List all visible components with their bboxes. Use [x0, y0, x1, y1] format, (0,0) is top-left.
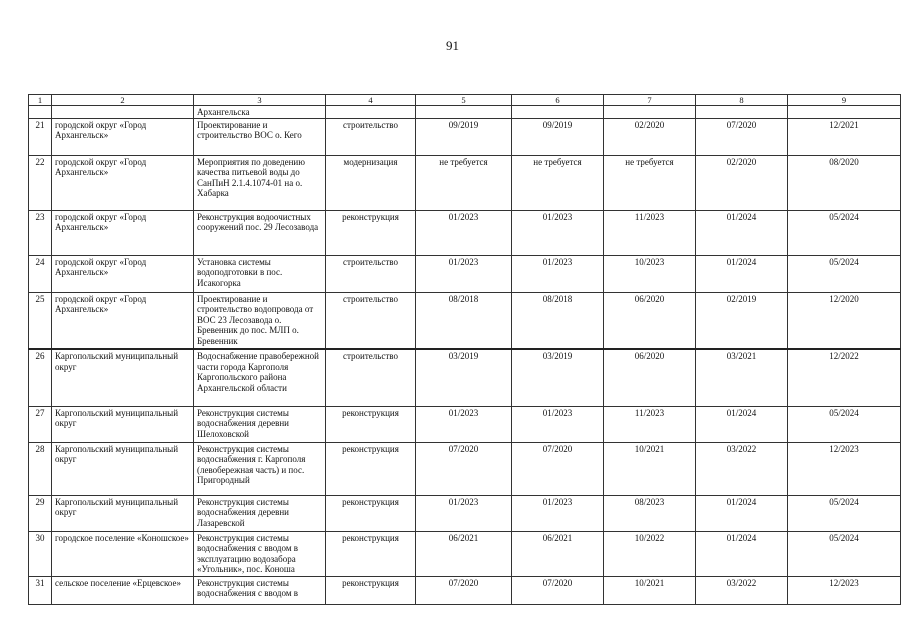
territory-cell: городское поселение «Коношское»: [52, 531, 194, 576]
date-col-6: 07/2020: [512, 442, 604, 495]
type-cell: реконструкция: [326, 495, 416, 531]
territory-cell: Каргопольский муниципальный округ: [52, 349, 194, 406]
type-cell: строительство: [326, 255, 416, 292]
type-cell: строительство: [326, 349, 416, 406]
date-col-7: 08/2023: [604, 495, 696, 531]
date-col-8: 01/2024: [696, 495, 788, 531]
date-col-8: 01/2024: [696, 531, 788, 576]
date-col-5: 09/2019: [416, 118, 512, 155]
date-col-6: не требуется: [512, 155, 604, 210]
type-cell: строительство: [326, 292, 416, 349]
column-number: 7: [604, 95, 696, 106]
table-row: [29, 349, 901, 406]
date-col-6: 01/2023: [512, 495, 604, 531]
table-row: [29, 255, 901, 292]
date-col-7: 10/2021: [604, 576, 696, 604]
date-col-7: 10/2022: [604, 531, 696, 576]
territory-cell: городской округ «Город Архангельск»: [52, 118, 194, 155]
date-col-5: 07/2020: [416, 576, 512, 604]
territory-cell: Каргопольский муниципальный округ: [52, 442, 194, 495]
continuation-text: Архангельска: [194, 106, 326, 119]
measure-cell: Установка системы водоподготовки в пос. Исакогорка: [194, 255, 326, 292]
table-row: [29, 531, 901, 576]
table-row: [29, 292, 901, 349]
date-col-8: 01/2024: [696, 210, 788, 255]
territory-cell: городской округ «Город Архангельск»: [52, 292, 194, 349]
date-col-7: не требуется: [604, 155, 696, 210]
date-col-5: 07/2020: [416, 442, 512, 495]
territory-cell: Каргопольский муниципальный округ: [52, 406, 194, 442]
date-col-7: 11/2023: [604, 210, 696, 255]
measure-cell: Мероприятия по доведению качества питьевой воды до СанПиН 2.1.4.1074-01 на о. Хабарка: [194, 155, 326, 210]
column-number: 8: [696, 95, 788, 106]
date-col-9: 12/2022: [788, 349, 901, 406]
type-cell: реконструкция: [326, 531, 416, 576]
date-col-5: не требуется: [416, 155, 512, 210]
date-col-6: 03/2019: [512, 349, 604, 406]
row-number: 23: [29, 210, 52, 255]
territory-cell: городской округ «Город Архангельск»: [52, 210, 194, 255]
date-col-8: 03/2022: [696, 576, 788, 604]
row-number: 22: [29, 155, 52, 210]
data-table: [28, 94, 901, 605]
date-col-7: 10/2023: [604, 255, 696, 292]
date-col-6: 06/2021: [512, 531, 604, 576]
date-col-5: 03/2019: [416, 349, 512, 406]
row-number: 30: [29, 531, 52, 576]
date-col-9: 08/2020: [788, 155, 901, 210]
type-cell: строительство: [326, 118, 416, 155]
date-col-8: 01/2024: [696, 406, 788, 442]
date-col-9: 12/2021: [788, 118, 901, 155]
measure-cell: Реконструкция водоочистных сооружений пос. 29 Лесозавода: [194, 210, 326, 255]
territory-cell: сельское поселение «Ерцевское»: [52, 576, 194, 604]
row-number: 27: [29, 406, 52, 442]
date-col-6: 07/2020: [512, 576, 604, 604]
page-number: 91: [446, 38, 459, 53]
date-col-7: 11/2023: [604, 406, 696, 442]
type-cell: реконструкция: [326, 442, 416, 495]
date-col-5: 01/2023: [416, 210, 512, 255]
date-col-9: 12/2023: [788, 576, 901, 604]
date-col-5: 01/2023: [416, 495, 512, 531]
date-col-9: 05/2024: [788, 255, 901, 292]
date-col-6: 08/2018: [512, 292, 604, 349]
territory-cell: городской округ «Город Архангельск»: [52, 155, 194, 210]
date-col-5: 08/2018: [416, 292, 512, 349]
date-col-8: 01/2024: [696, 255, 788, 292]
row-number: 26: [29, 349, 52, 406]
table-row: [29, 495, 901, 531]
date-col-7: 06/2020: [604, 349, 696, 406]
date-col-8: 07/2020: [696, 118, 788, 155]
date-col-9: 05/2024: [788, 531, 901, 576]
row-number: 31: [29, 576, 52, 604]
measure-cell: Проектирование и строительство водопровода от ВОС 23 Лесозавода о. Бревенник до пос. МЛП о. Бревенник: [194, 292, 326, 349]
column-number: 9: [788, 95, 901, 106]
column-number: 1: [29, 95, 52, 106]
table-row: [29, 576, 901, 604]
column-number: 5: [416, 95, 512, 106]
continuation-row: [29, 106, 901, 119]
type-cell: реконструкция: [326, 576, 416, 604]
row-number: 24: [29, 255, 52, 292]
date-col-5: 01/2023: [416, 255, 512, 292]
type-cell: реконструкция: [326, 406, 416, 442]
measure-cell: Реконструкция системы водоснабжения г. Каргополя (левобережная часть) и пос. Пригородный: [194, 442, 326, 495]
date-col-6: 09/2019: [512, 118, 604, 155]
column-number: 3: [194, 95, 326, 106]
date-col-9: 12/2020: [788, 292, 901, 349]
type-cell: модернизация: [326, 155, 416, 210]
date-col-5: 01/2023: [416, 406, 512, 442]
table-row: [29, 442, 901, 495]
table-row: [29, 118, 901, 155]
column-number: 4: [326, 95, 416, 106]
row-number: 29: [29, 495, 52, 531]
date-col-8: 03/2021: [696, 349, 788, 406]
measure-cell: Реконструкция системы водоснабжения деревни Лазаревской: [194, 495, 326, 531]
column-number: 6: [512, 95, 604, 106]
measure-cell: Реконструкция системы водоснабжения с вводом в: [194, 576, 326, 604]
date-col-7: 06/2020: [604, 292, 696, 349]
table-row: [29, 155, 901, 210]
date-col-7: 10/2021: [604, 442, 696, 495]
measure-cell: Проектирование и строительство ВОС о. Кего: [194, 118, 326, 155]
date-col-8: 03/2022: [696, 442, 788, 495]
date-col-8: 02/2019: [696, 292, 788, 349]
measure-cell: Водоснабжение правобережной части города Каргополя Каргопольского района Архангельской области: [194, 349, 326, 406]
row-number: 28: [29, 442, 52, 495]
table-row: [29, 210, 901, 255]
date-col-5: 06/2021: [416, 531, 512, 576]
territory-cell: городской округ «Город Архангельск»: [52, 255, 194, 292]
table-row: [29, 406, 901, 442]
column-number: 2: [52, 95, 194, 106]
territory-cell: Каргопольский муниципальный округ: [52, 495, 194, 531]
row-number: 25: [29, 292, 52, 349]
date-col-8: 02/2020: [696, 155, 788, 210]
row-number: 21: [29, 118, 52, 155]
measure-cell: Реконструкция системы водоснабжения деревни Шелоховской: [194, 406, 326, 442]
date-col-9: 05/2024: [788, 406, 901, 442]
date-col-9: 12/2023: [788, 442, 901, 495]
date-col-6: 01/2023: [512, 406, 604, 442]
date-col-9: 05/2024: [788, 495, 901, 531]
date-col-6: 01/2023: [512, 210, 604, 255]
type-cell: реконструкция: [326, 210, 416, 255]
column-number-row: [29, 95, 901, 106]
date-col-9: 05/2024: [788, 210, 901, 255]
date-col-6: 01/2023: [512, 255, 604, 292]
date-col-7: 02/2020: [604, 118, 696, 155]
measure-cell: Реконструкция системы водоснабжения с вводом в эксплуатацию водозабора «Угольник», пос. Коноша: [194, 531, 326, 576]
